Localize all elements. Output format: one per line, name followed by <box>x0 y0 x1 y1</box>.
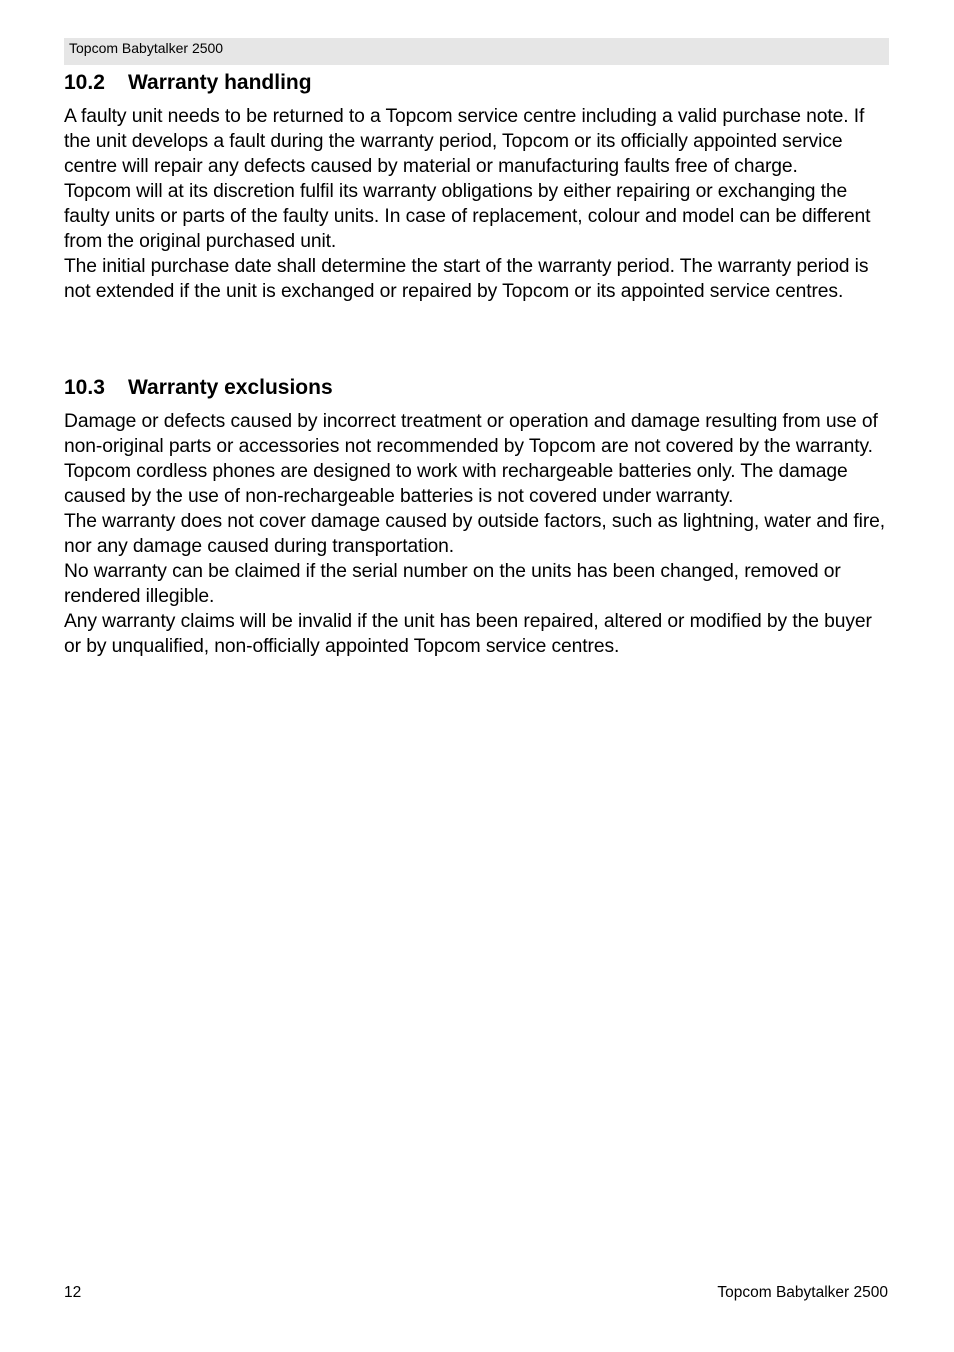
section-heading <box>64 68 894 98</box>
section-warranty-handling <box>64 68 894 304</box>
section-number: 10.2 <box>64 71 105 94</box>
running-header <box>64 38 889 65</box>
section-heading <box>64 373 894 403</box>
paragraph: The initial purchase date shall determine the start of the warranty period. The warranty period is not extended if the unit is exchanged or repaired by Topcom or its appointed service centres. <box>64 256 869 302</box>
section-title: Warranty handling <box>128 71 312 94</box>
paragraph: Topcom cordless phones are designed to work with rechargeable batteries only. The damage caused by the use of non-rechargeable batteries is not covered under warranty. <box>64 461 848 507</box>
running-header-title: Topcom Babytalker 2500 <box>69 40 224 56</box>
page-number: 12 <box>64 1284 82 1301</box>
paragraph: A faulty unit needs to be returned to a Topcom service centre including a valid purchase note. If the unit develops a fault during the warranty period, Topcom or its officially appointed service centre will repair any defects caused by material or manufacturing faults free of charge. <box>64 106 865 177</box>
paragraph: Any warranty claims will be invalid if the unit has been repaired, altered or modified by the buyer or by unqualified, non-officially appointed Topcom service centres. <box>64 611 872 657</box>
running-footer-title: Topcom Babytalker 2500 <box>717 1284 888 1301</box>
section-warranty-exclusions <box>64 373 894 659</box>
paragraph: No warranty can be claimed if the serial number on the units has been changed, removed or rendered illegible. <box>64 561 841 607</box>
paragraph: Damage or defects caused by incorrect treatment or operation and damage resulting from use of non-original parts or accessories not recommended by Topcom are not covered by the warranty. <box>64 411 878 457</box>
section-number: 10.3 <box>64 376 105 399</box>
section-title: Warranty exclusions <box>128 376 333 399</box>
paragraph: The warranty does not cover damage caused by outside factors, such as lightning, water and fire, nor any damage caused during transportation. <box>64 511 886 557</box>
paragraph: Topcom will at its discretion fulfil its warranty obligations by either repairing or exchanging the faulty units or parts of the faulty units. In case of replacement, colour and model can be different from the original purchased unit. <box>64 181 871 252</box>
